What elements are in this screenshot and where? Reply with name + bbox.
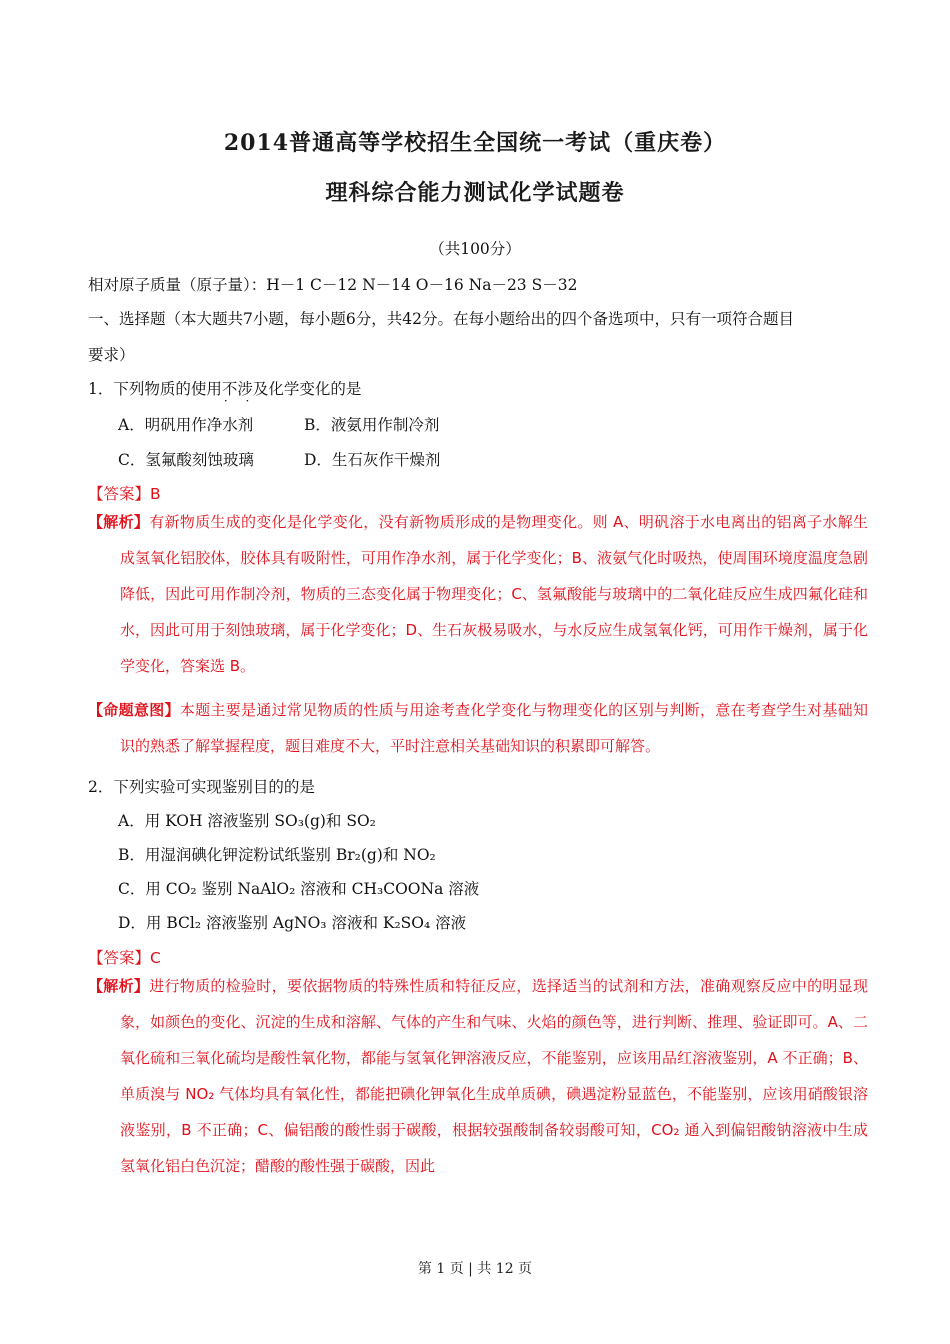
page-footer: 第 1 页 | 共 12 页 xyxy=(417,1261,533,1277)
q1-option-c: C．氢氟酸刻蚀玻璃 xyxy=(118,451,254,469)
atomic-mass: 相对原子质量（原子量）：H－1 C－12 N－14 O－16 Na－23 S－32 xyxy=(88,276,578,294)
q2-option-d: D．用 BCl₂ 溶液鉴别 AgNO₃ 溶液和 K₂SO₄ 溶液 xyxy=(118,914,467,932)
q1-intent xyxy=(88,692,868,764)
q1-option-d: D．生石灰作干燥剂 xyxy=(304,451,441,469)
q2-analysis-text: 进行物质的检验时，要依据物质的特殊性质和特征反应，选择适当的试剂和方法，准确观察反应中的明显现象，如颜色的变化、沉淀的生成和溶解、气体的产生和气味、火焰的颜色等，进行判断、推理、验证即可。A、二氧化硫和三氧化硫均是酸性氧化物，都能与氢氧化钾溶液反应，不能鉴别，应该用品红溶液鉴别，A 不正确；B、单质溴与 NO₂ 气体均具有氧化性，都能把碘化钾氧化生成单质碘，碘遇淀粉显蓝色，不能鉴别，应该用硝酸银溶液鉴别，B 不正确；C、偏铝酸的酸性弱于碳酸，根据较强酸制备较弱酸可知，CO₂ 通入到偏铝酸钠溶液中生成氢氧化铝白色沉淀；醋酸的酸性强于碳酸，因此 xyxy=(120,977,868,1175)
q1-analysis-text: 有新物质生成的变化是化学变化，没有新物质形成的是物理变化。则 A、明矾溶于水电离出的铝离子水解生成氢氧化铝胶体，胶体具有吸附性，可用作净水剂，属于化学变化；B、液氨气化时吸热，使周围环境度温度急剧降低，因此可用作制冷剂，物质的三态变化属于物理变化；C、氢氟酸能与玻璃中的二氧化硅反应生成四氟化硅和水，因此可用于刻蚀玻璃，属于化学变化；D、生石灰极易吸水，与水反应生成氢氧化钙，可用作干燥剂，属于化学变化，答案选 B。 xyxy=(120,513,868,675)
q1-analysis-tag: 【解析】 xyxy=(88,513,150,531)
q1-intent-text: 本题主要是通过常见物质的性质与用途考查化学变化与物理变化的区别与判断，意在考查学生对基础知识的熟悉了解掌握程度，题目难度不大，平时注意相关基础知识的积累即可解答。 xyxy=(120,701,868,755)
q1-answer xyxy=(88,482,161,504)
section-heading-line2: 要求） xyxy=(88,346,135,364)
exam-title: 2014普通高等学校招生全国统一考试（重庆卷） xyxy=(223,130,727,156)
q2-analysis-tag: 【解析】 xyxy=(88,977,150,995)
q1-answer-tag: 【答案】 xyxy=(88,485,151,503)
q2-answer-tag: 【答案】 xyxy=(88,949,151,967)
q2-option-a: A．用 KOH 溶液鉴别 SO₃(g)和 SO₂ xyxy=(118,812,376,830)
q2-answer-value: C xyxy=(150,949,161,967)
q1-stem-b: 化学变化的是 xyxy=(268,380,362,398)
total-score: （共100分） xyxy=(429,240,521,258)
q1-stem xyxy=(88,377,361,399)
q2-option-b: B．用湿润碘化钾淀粉试纸鉴别 Br₂(g)和 NO₂ xyxy=(118,846,436,864)
q2-answer xyxy=(88,946,161,968)
q2-stem: 2．下列实验可实现鉴别目的的是 xyxy=(88,778,315,796)
q1-option-a: A．明矾用作净水剂 xyxy=(118,416,254,434)
q1-stem-a: 1．下列物质的使用 xyxy=(88,380,222,398)
q2-analysis xyxy=(88,968,868,1184)
exam-subtitle: 理科综合能力测试化学试题卷 xyxy=(325,180,625,206)
q1-answer-value: B xyxy=(150,485,161,503)
q1-option-b: B．液氨用作制冷剂 xyxy=(304,416,440,434)
q1-analysis xyxy=(88,504,868,684)
q2-option-c: C．用 CO₂ 鉴别 NaAlO₂ 溶液和 CH₃COONa 溶液 xyxy=(118,880,480,898)
q1-intent-tag: 【命题意图】 xyxy=(88,701,180,719)
q1-stem-emphasis: 不涉及 · · xyxy=(222,380,269,398)
section-heading-line1: 一、选择题（本大题共7小题，每小题6分，共42分。在每小题给出的四个备选项中，只有一项符合题目 xyxy=(88,310,794,328)
